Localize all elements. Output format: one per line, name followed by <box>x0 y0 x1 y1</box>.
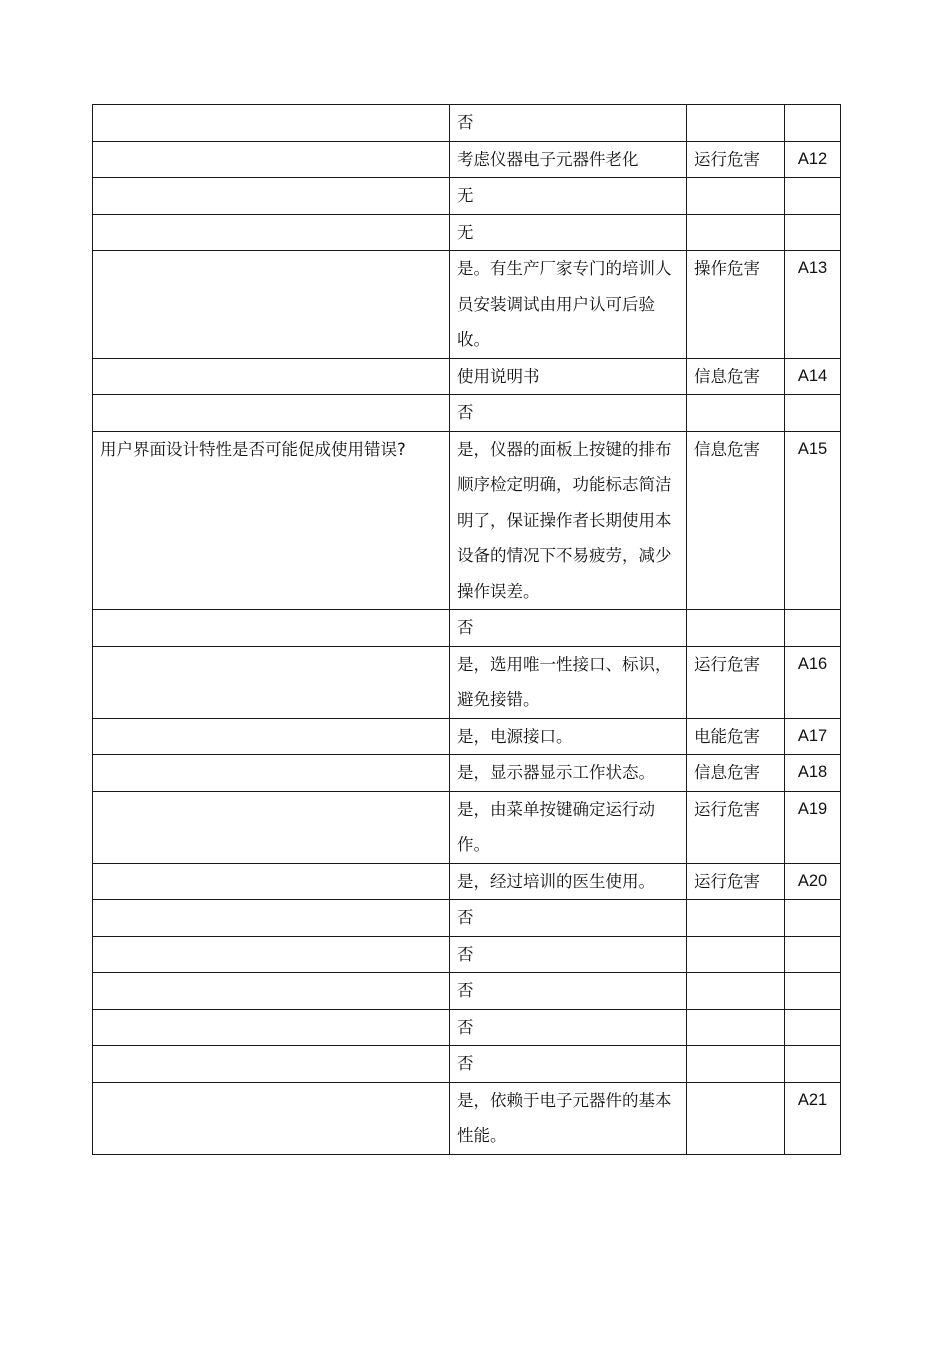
hazard-cell <box>687 178 785 215</box>
id-cell <box>785 105 841 142</box>
table-row <box>93 1082 841 1154</box>
id-cell <box>785 178 841 215</box>
question-cell <box>93 610 450 647</box>
question-cell <box>93 141 450 178</box>
hazard-cell <box>687 214 785 251</box>
id-cell <box>785 936 841 973</box>
table-row <box>93 1046 841 1083</box>
hazard-cell <box>687 1046 785 1083</box>
hazard-cell: 运行危害 <box>687 863 785 900</box>
id-cell <box>785 610 841 647</box>
hazard-cell <box>687 395 785 432</box>
hazard-cell <box>687 973 785 1010</box>
hazard-cell <box>687 900 785 937</box>
id-cell <box>785 395 841 432</box>
table-row <box>93 973 841 1010</box>
answer-cell: 是，选用唯一性接口、标识，避免接错。 <box>450 646 687 718</box>
answer-cell: 否 <box>450 105 687 142</box>
table-row <box>93 178 841 215</box>
answer-cell: 是，显示器显示工作状态。 <box>450 755 687 792</box>
question-cell <box>93 936 450 973</box>
answer-cell: 否 <box>450 973 687 1010</box>
hazard-cell <box>687 936 785 973</box>
answer-cell: 是，依赖于电子元器件的基本性能。 <box>450 1082 687 1154</box>
answer-cell: 否 <box>450 1046 687 1083</box>
question-cell: 用户界面设计特性是否可能促成使用错误? <box>93 431 450 610</box>
table-row <box>93 1009 841 1046</box>
question-cell <box>93 900 450 937</box>
answer-cell: 是，经过培训的医生使用。 <box>450 863 687 900</box>
answer-cell: 是。有生产厂家专门的培训人员安装调试由用户认可后验收。 <box>450 251 687 359</box>
question-cell <box>93 973 450 1010</box>
id-cell: A17 <box>785 718 841 755</box>
id-cell <box>785 1046 841 1083</box>
question-cell <box>93 1046 450 1083</box>
table-row <box>93 610 841 647</box>
question-cell <box>93 358 450 395</box>
answer-cell: 否 <box>450 900 687 937</box>
id-cell: A16 <box>785 646 841 718</box>
question-cell <box>93 178 450 215</box>
question-cell <box>93 1009 450 1046</box>
question-cell <box>93 1082 450 1154</box>
table-row <box>93 718 841 755</box>
hazard-cell: 运行危害 <box>687 646 785 718</box>
id-cell <box>785 973 841 1010</box>
table-row <box>93 141 841 178</box>
question-cell <box>93 863 450 900</box>
table-row <box>93 755 841 792</box>
answer-cell: 否 <box>450 610 687 647</box>
id-cell: A18 <box>785 755 841 792</box>
table-row <box>93 105 841 142</box>
hazard-cell <box>687 105 785 142</box>
table-row <box>93 936 841 973</box>
id-cell: A14 <box>785 358 841 395</box>
risk-analysis-table <box>92 104 841 1155</box>
table-row <box>93 863 841 900</box>
answer-cell: 使用说明书 <box>450 358 687 395</box>
hazard-cell: 电能危害 <box>687 718 785 755</box>
question-cell <box>93 214 450 251</box>
answer-cell: 否 <box>450 1009 687 1046</box>
question-cell <box>93 105 450 142</box>
id-cell: A21 <box>785 1082 841 1154</box>
hazard-cell <box>687 610 785 647</box>
answer-cell: 是，由菜单按键确定运行动作。 <box>450 791 687 863</box>
question-cell <box>93 791 450 863</box>
question-cell <box>93 718 450 755</box>
id-cell <box>785 900 841 937</box>
table-row <box>93 214 841 251</box>
table-row <box>93 251 841 359</box>
hazard-cell: 操作危害 <box>687 251 785 359</box>
table-row <box>93 791 841 863</box>
id-cell: A13 <box>785 251 841 359</box>
id-cell: A20 <box>785 863 841 900</box>
answer-cell: 是，仪器的面板上按键的排布顺序检定明确，功能标志简洁明了，保证操作者长期使用本设备的情况下不易疲劳，减少操作误差。 <box>450 431 687 610</box>
id-cell: A15 <box>785 431 841 610</box>
answer-cell: 无 <box>450 178 687 215</box>
answer-cell: 无 <box>450 214 687 251</box>
id-cell: A12 <box>785 141 841 178</box>
question-cell <box>93 251 450 359</box>
question-cell <box>93 646 450 718</box>
id-cell <box>785 214 841 251</box>
table-row <box>93 358 841 395</box>
hazard-cell <box>687 1082 785 1154</box>
table-row <box>93 395 841 432</box>
answer-cell: 是，电源接口。 <box>450 718 687 755</box>
hazard-cell: 信息危害 <box>687 358 785 395</box>
table-row <box>93 431 841 610</box>
question-cell <box>93 755 450 792</box>
hazard-cell: 运行危害 <box>687 141 785 178</box>
answer-cell: 考虑仪器电子元器件老化 <box>450 141 687 178</box>
hazard-cell <box>687 1009 785 1046</box>
hazard-cell: 信息危害 <box>687 755 785 792</box>
hazard-cell: 运行危害 <box>687 791 785 863</box>
id-cell <box>785 1009 841 1046</box>
answer-cell: 否 <box>450 936 687 973</box>
hazard-cell: 信息危害 <box>687 431 785 610</box>
id-cell: A19 <box>785 791 841 863</box>
answer-cell: 否 <box>450 395 687 432</box>
table-row <box>93 900 841 937</box>
question-cell <box>93 395 450 432</box>
table-row <box>93 646 841 718</box>
